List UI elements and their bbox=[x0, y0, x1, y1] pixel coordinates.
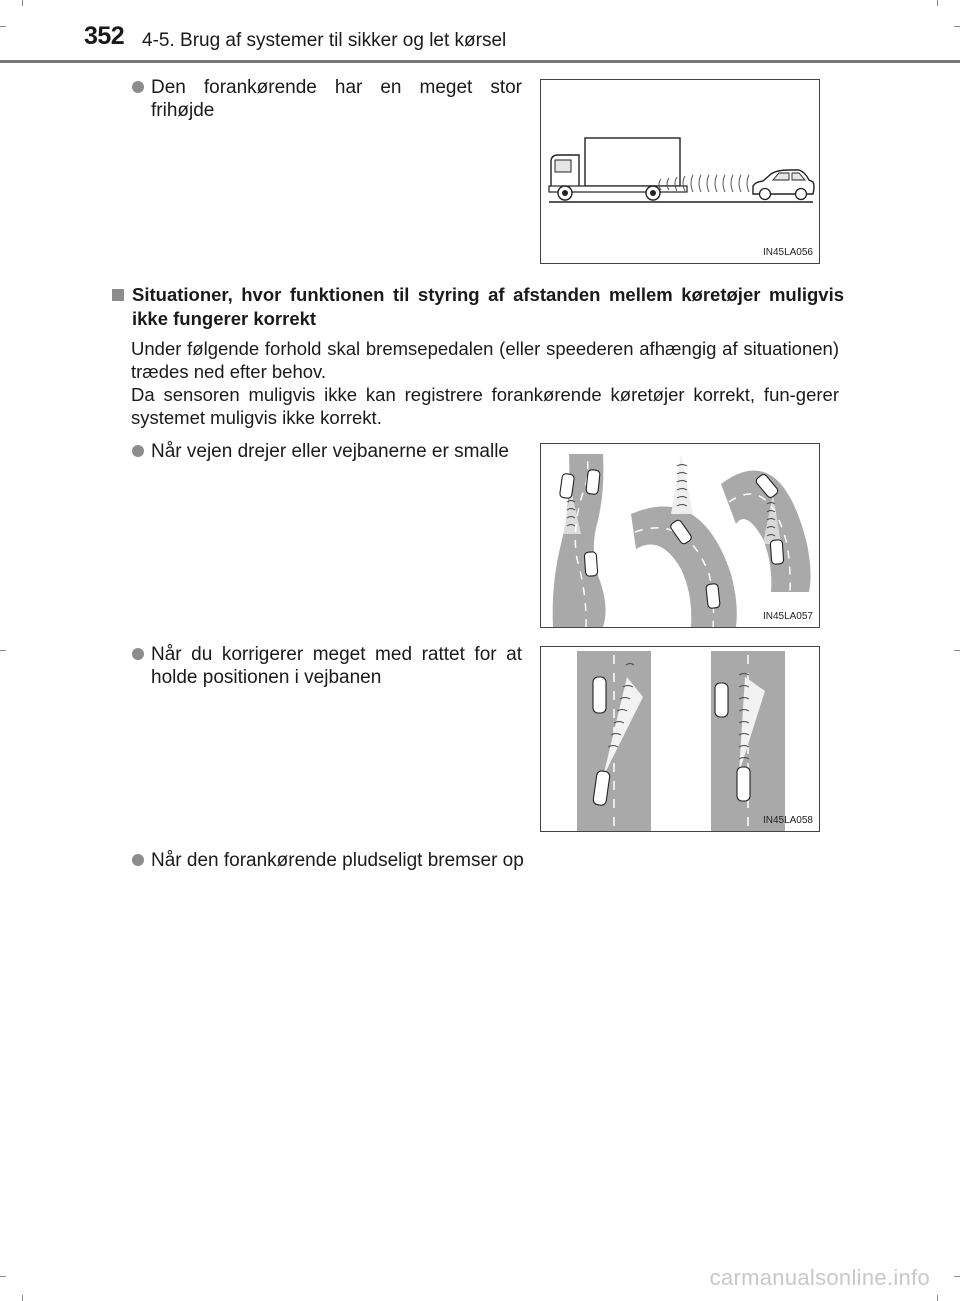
paragraph-2: Da sensoren muligvis ikke kan registrere forankørende køretøjer korrekt, fun-gerer systemet muligvis ikke korrekt. bbox=[131, 384, 839, 428]
figure-code: IN45LA057 bbox=[762, 611, 813, 622]
figure-curved-roads bbox=[540, 443, 820, 628]
paragraph-1: Under følgende forhold skal bremsepedalen (eller speederen afhængig af situationen) trædes ned efter behov. bbox=[131, 338, 839, 382]
figure-code: IN45LA058 bbox=[762, 815, 813, 826]
crop-mark bbox=[0, 1276, 6, 1277]
bullet-text: Den forankørende har en meget stor frihøjde bbox=[151, 77, 522, 121]
crop-mark bbox=[937, 1295, 938, 1301]
bullet-text: Når du korrigerer meget med rattet for at holde positionen i vejbanen bbox=[151, 644, 522, 688]
section-title: 4-5. Brug af systemer til sikker og let kørsel bbox=[142, 30, 507, 51]
heading-text: Situationer, hvor funktionen til styring af afstanden mellem køretøjer muligvis ikke fungerer korrekt bbox=[132, 284, 844, 329]
subsection-heading bbox=[112, 283, 844, 331]
page-number: 352 bbox=[84, 22, 125, 50]
curved-roads-illustration bbox=[541, 444, 819, 627]
figure-truck-clearance bbox=[540, 79, 820, 264]
bullet-dot bbox=[132, 854, 144, 866]
bullet-item bbox=[132, 849, 652, 872]
crop-mark bbox=[22, 1295, 23, 1301]
crop-mark bbox=[954, 1276, 960, 1277]
bullet-text: Når vejen drejer eller vejbanerne er smalle bbox=[151, 441, 510, 462]
truck-car-illustration bbox=[541, 80, 819, 263]
bullet-text: Når den forankørende pludseligt bremser op bbox=[151, 850, 524, 871]
page-header bbox=[0, 0, 960, 66]
crop-mark bbox=[0, 650, 6, 651]
figure-straight-roads bbox=[540, 646, 820, 832]
bullet-item bbox=[132, 76, 522, 122]
bullet-item bbox=[132, 440, 522, 463]
header-rule bbox=[0, 60, 960, 63]
bullet-item bbox=[132, 643, 522, 689]
heading-square-icon bbox=[112, 289, 124, 301]
crop-mark bbox=[954, 650, 960, 651]
figure-code: IN45LA056 bbox=[762, 247, 813, 258]
bullet-dot bbox=[132, 81, 144, 93]
watermark: carmanualsonline.info bbox=[709, 1265, 930, 1290]
bullet-dot bbox=[132, 445, 144, 457]
bullet-dot bbox=[132, 648, 144, 660]
straight-roads-illustration bbox=[541, 647, 819, 831]
